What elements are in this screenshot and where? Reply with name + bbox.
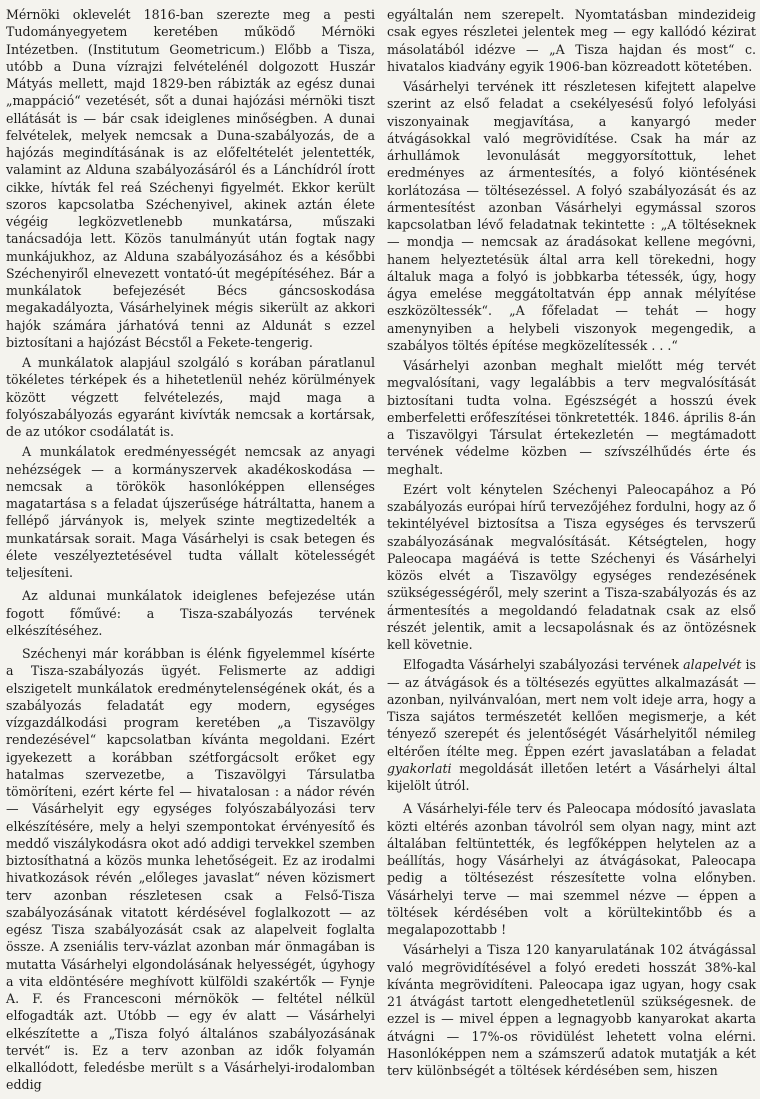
paragraph: egyáltalán nem szerepelt. Nyomtatásban mindezideig csak egyes részletei jelentek meg — egy kallódó kézirat másolatából idézve — „A Tisza hajdan és most“ c. hivatalos kiadvány egyik 1906-ban közreadott kötetében. <box>387 7 756 74</box>
text-run: megoldását illetően letért a Vásárhelyi által kijelölt útról. <box>387 760 756 793</box>
paragraph: A Vásárhelyi-féle terv és Paleocapa módosító javaslata közti eltérés azonban távolról sem olyan nagy, mint azt általában feltüntették, és legfőképpen helytelen az a beállítás, hogy Vásárhelyi az átvágásokat, Paleocapa pedig a töltésezést részesítette volna előnyben. Vásárhelyi terve — mai szemmel nézve — éppen a töltések kérdésében volt a körültekintőbb és a megalapozottabb ! <box>387 801 756 937</box>
text-run: Elfogadta Vásárhelyi szabályozási tervének <box>403 657 684 673</box>
text-run: is — az átvágások és a töltésezés együttes alkalmazását — azonban, nyilvánvalóan, mert nem volt ideje arra, hogy a Tisza sajátos természetét kellően megismerje, a két tényező szerepét és jelentőségét Vásárhelyitől némileg eltérően ítélte meg. Éppen ezért javaslatában a feladat <box>387 657 757 759</box>
paragraph: A munkálatok alapjául szolgáló s korában páratlanul tökéletes térképek és a hihetetlenül nehéz körülmények között végzett felvételezés, majd maga a folyószabályozás egyaránt kivívták nemcsak a kortársak, de az utókor csodálatát is. <box>6 355 375 439</box>
paragraph: Vásárhelyi azonban meghalt mielőtt még tervét megvalósítani, vagy legalábbis a terv megvalósítását biztosítani tudta volna. Egészségét a hosszú évek emberfeletti erőfeszítései tönkretették. 1846. április 8-án a Tiszavölgyi Társulat értekezletén — megtámadott tervének védelme közben — szívszélhűdés érte és meghalt. <box>387 358 756 477</box>
paragraph: Vásárhelyi a Tisza 120 kanyarulatának 102 átvágással való megrövidítésével a folyó eredeti hosszát 38%-kal kívánta megrövidíteni. Paleocapa igaz ugyan, hogy csak 21 átvágást tartott elengedhetetlenül szükségesnek. de ezzel is — mivel éppen a legnagyobb kanyarokat akarta átvágni — 17%-os rövidülést lehetett volna elérni. Hasonlóképpen nem a számszerű adatok mutatják a két terv különbségét a töltések kérdésében sem, hiszen <box>387 942 756 1078</box>
emphasis: alapelvét <box>683 657 742 673</box>
right-column <box>387 6 756 1099</box>
paragraph: Az aldunai munkálatok ideiglenes befejezése után fogott főművé: a Tisza-szabályozás tervének elkészítéséhez. <box>6 588 375 638</box>
paragraph: Vásárhelyi tervének itt részletesen kifejtett alapelve szerint az első feladat a csekélyesésű folyó lefolyási viszonyainak megjavítása, a kanyargó meder átvágásokkal való megrövidítése. Csak ha már az árhullámok levonulását meggyorsítottuk, lehet eredményes az ármentesítés, a folyó kiöntésének korlátozása — töltésezéssel. A folyó szabályozását és az ármentesítést azonban Vásárhelyi egymással szoros kapcsolatban lévő feladatnak tekintette : „A töltéseknek — mondja — nemcsak az áradásokat kellene megóvni, hanem helyeztetésük által arra kell törekedni, hogy általuk maga a folyó is jobbkarba tétessék, úgy, hogy ágya emelése meggátoltatván épp annak mélyítése eszközöltessék“. „A főfeladat — tehát — hogy amenynyiben a helybeli viszonyok megengedik, a szabályos töltés építése megközelítessék . . .“ <box>387 79 756 353</box>
paragraph: Mérnöki oklevelét 1816-ban szerezte meg a pesti Tudományegyetem keretében működő Mérnöki Intézetben. (Institutum Geometricum.) Előbb a Tisza, utóbb a Duna vízrajzi felvételénél dolgozott Huszár Mátyás mellett, majd 1829-ben rábizták az egész dunai „mappáció“ vezetését, sőt a dunai hajózási mérnöki tiszt ellátását is — bár csak ideiglenes minőségben. A dunai felvételek, melyek nemcsak a Duna-szabályozás, de a hajózás megindításának is az előfeltételét jelentették, valamint az Alduna szabályozásáról és a Lánchídról írott cikke, hívták fel reá Széchenyi figyelmét. Ekkor került szoros kapcsolatba Széchenyivel, akinek aztán élete végéig legközvetlenebb munkatársa, műszaki tanácsadója lett. Közös tanulmányút után fogtak nagy munkájukhoz, az Alduna szabályozásához és a későbbi Széchenyiről elnevezett vontató-út megépítéséhez. Bár a munkálatok befejezését Bécs gáncsoskodása megakadályozta, Vásárhelyinek mégis sikerült az akkori hajók számára járhatóvá tenni az Aldunát s ezzel biztosítani a hajózást Bécstől a Fekete-tengerig. <box>6 7 375 350</box>
paragraph: A munkálatok eredményességét nemcsak az anyagi nehézségek — a kormányszervek akadékoskodása — nemcsak a törökök hasonlóképpen ellenséges magatartása s a feladat újszerűsége hátráltatta, hanem a fellépő járványok is, melyek szinte megtizedelték a munkatársak sorait. Maga Vásárhelyi is csak betegen és élete veszélyeztetésével tudta vállalt kötelességét teljesíteni. <box>6 444 375 580</box>
paragraph: Széchenyi már korábban is élénk figyelemmel kísérte a Tisza-szabályozás ügyét. Felismerte az addigi elszigetelt munkálatok eredménytelenségének okát, és a szabályozás feladatát egy modern, egységes vízgazdálkodási program keretében „a Tiszavölgy rendezésével“ kapcsolatban kívánta megoldani. Ezért igyekezett a korábban szétforgácsolt erőket egy hatalmas szervezetbe, a Tiszavölgyi Társulatba tömöríteni, ezért kérte fel — hivatalosan : a nádor révén — Vásárhelyit egy egységes folyószabályozási terv elkészítésére, mely a helyi szempontokat érvényesítő és meddő viszálykodásra okot adó addigi tervekkel szemben biztosíthatná a közös munka lehetőségeit. Ez az irodalmi hivatkozások révén „előleges javaslat“ néven közismert terv azonban részletesen csak a Felső-Tisza szabályozásának vitatott kérdésével foglalkozott — az egész Tisza szabályozását csak az alapelveit foglalta össze. A zseniális terv-vázlat azonban már önmagában is mutatta Vásárhelyi elgondolásának helyességét, úgyhogy a vita eldöntésére meghívott külföldi szakértők — Fynje A. F. és Francesconi mérnökök — feltétel nélkül elfogadták azt. Utóbb — egy év alatt — Vásárhelyi elkészítette a „Tisza folyó általános szabályozásának tervét“ is. Ez a terv azonban az idők folyamán elkallódott, feledésbe merült s a Vásárhelyi-irodalomban eddig <box>6 646 375 1093</box>
paragraph-with-emphasis <box>387 656 756 794</box>
left-column <box>6 6 375 1099</box>
paragraph: Ezért volt kénytelen Széchenyi Paleocapához a Pó szabályozás európai hírű tervezőjéhez fordulni, hogy az ő tekintélyével biztosítsa a Tisza egységes és tervszerű szabályozásának megvalósítását. Kétségtelen, hogy Paleocapa magáévá is tette Széchenyi és Vásárhelyi közös elvét a Tiszavölgy egységes rendezésének szükségességéről, mely szerint a Tisza-szabályozás és az ármentesítés a megoldandó feladatnak csak az első részét jelentik, amit a lecsapolásnak és az öntözésnek kell követnie. <box>387 481 756 652</box>
emphasis: gyakorlati <box>387 760 452 776</box>
